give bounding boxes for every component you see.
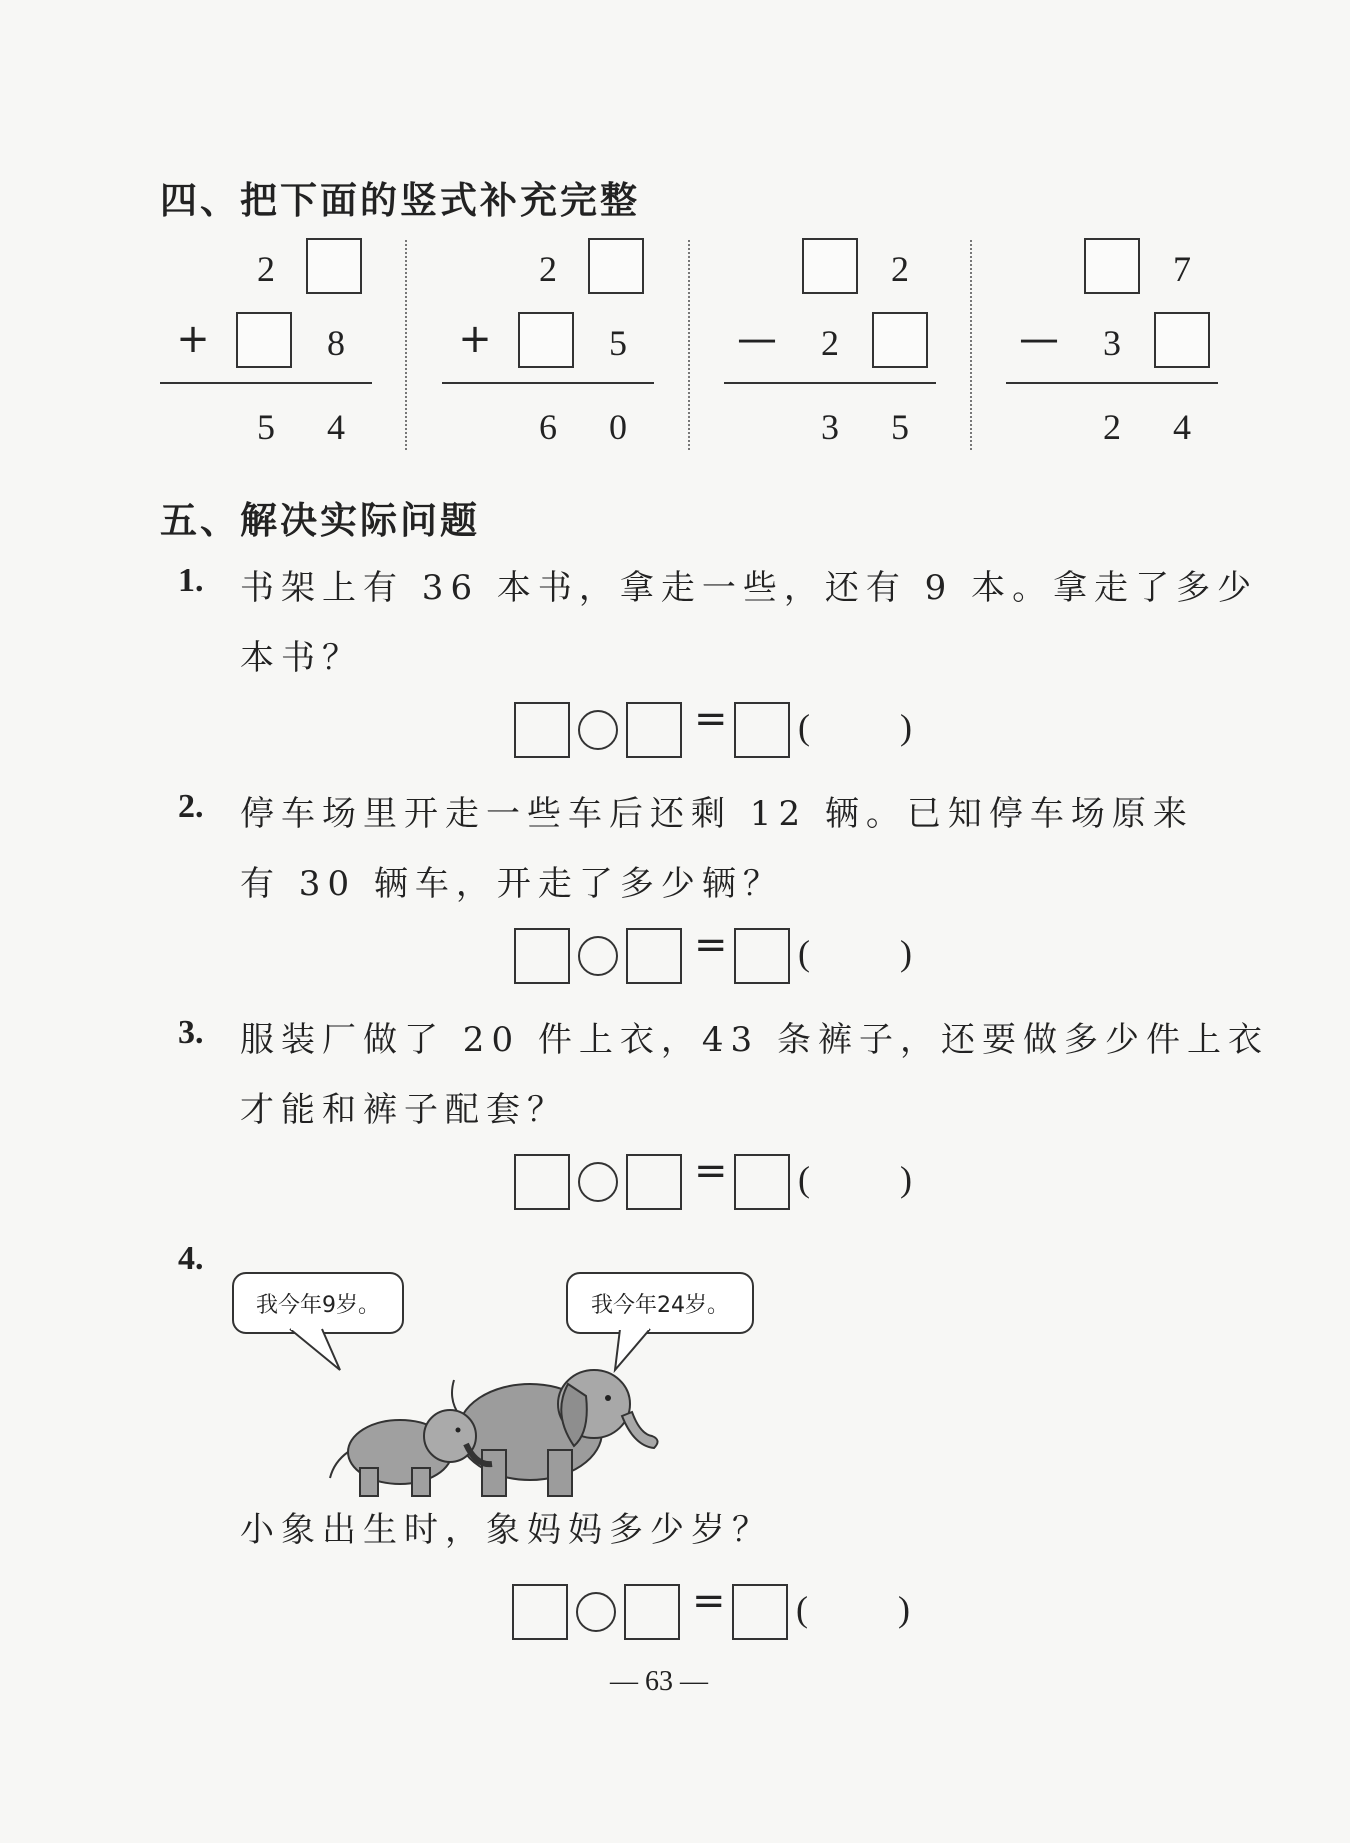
operator-circle[interactable] xyxy=(576,1592,616,1632)
plus-sign: + xyxy=(176,316,210,362)
unit-paren-close: ) xyxy=(900,933,912,973)
question-number: 4. xyxy=(178,1240,204,1277)
answer-box[interactable] xyxy=(624,1584,680,1640)
digit: 3 xyxy=(1103,323,1121,363)
operator-circle[interactable] xyxy=(578,710,618,750)
question-text: 才能和裤子配套？ xyxy=(240,1090,568,1130)
answer-box[interactable] xyxy=(514,702,570,758)
unit-paren-open: ( xyxy=(798,1159,810,1199)
answer-box[interactable] xyxy=(1154,312,1210,368)
answer-box[interactable] xyxy=(236,312,292,368)
digit: 6 xyxy=(539,407,557,447)
answer-box[interactable] xyxy=(626,1154,682,1210)
sum-line xyxy=(160,382,372,384)
digit: 2 xyxy=(539,249,557,289)
answer-box[interactable] xyxy=(626,702,682,758)
unit-paren-close: ) xyxy=(900,1159,912,1199)
minus-sign: — xyxy=(1019,316,1059,362)
answer-box[interactable] xyxy=(734,1154,790,1210)
answer-box[interactable] xyxy=(872,312,928,368)
section-5-title: 五、解决实际问题 xyxy=(160,499,480,542)
minus-sign: — xyxy=(737,316,777,362)
unit-paren-close: ) xyxy=(898,1589,910,1629)
question-text: 服装厂做了 20 件上衣，43 条裤子，还要做多少件上衣 xyxy=(240,1020,1269,1060)
digit: 3 xyxy=(821,407,839,447)
elephants-illustration xyxy=(230,1320,770,1500)
answer-box[interactable] xyxy=(802,238,858,294)
question-text: 有 30 辆车，开走了多少辆？ xyxy=(240,864,784,904)
unit-paren-open: ( xyxy=(798,707,810,747)
equals-sign: = xyxy=(694,922,728,968)
digit: 5 xyxy=(891,407,909,447)
question-text: 书架上有 36 本书，拿走一些，还有 9 本。拿走了多少 xyxy=(240,568,1259,608)
answer-box[interactable] xyxy=(512,1584,568,1640)
sum-line xyxy=(442,382,654,384)
question-text: 停车场里开走一些车后还剩 12 辆。已知停车场原来 xyxy=(240,794,1194,834)
answer-equation xyxy=(514,922,954,988)
digit: 4 xyxy=(327,407,345,447)
answer-box[interactable] xyxy=(588,238,644,294)
digit: 2 xyxy=(821,323,839,363)
digit: 8 xyxy=(327,323,345,363)
equals-sign: = xyxy=(694,696,728,742)
sum-line xyxy=(724,382,936,384)
digit: 2 xyxy=(257,249,275,289)
digit: 5 xyxy=(609,323,627,363)
section-4-title: 四、把下面的竖式补充完整 xyxy=(160,179,640,222)
operator-circle[interactable] xyxy=(578,936,618,976)
divider xyxy=(688,240,690,450)
question-number: 2. xyxy=(178,788,204,825)
answer-box[interactable] xyxy=(306,238,362,294)
operator-circle[interactable] xyxy=(578,1162,618,1202)
digit: 7 xyxy=(1173,249,1191,289)
equals-sign: = xyxy=(692,1578,726,1624)
question-number: 3. xyxy=(178,1014,204,1051)
equals-sign: = xyxy=(694,1148,728,1194)
answer-box[interactable] xyxy=(514,928,570,984)
plus-sign: + xyxy=(458,316,492,362)
answer-box[interactable] xyxy=(734,928,790,984)
answer-box[interactable] xyxy=(1084,238,1140,294)
speech-bubble-right: 我今年24岁。 xyxy=(566,1272,754,1334)
mother-elephant-icon xyxy=(452,1370,658,1496)
divider xyxy=(970,240,972,450)
digit: 5 xyxy=(257,407,275,447)
unit-paren-open: ( xyxy=(796,1589,808,1629)
digit: 2 xyxy=(1103,407,1121,447)
answer-box[interactable] xyxy=(734,702,790,758)
digit: 0 xyxy=(609,407,627,447)
speech-bubble-left: 我今年9岁。 xyxy=(232,1272,404,1334)
answer-box[interactable] xyxy=(626,928,682,984)
unit-paren-open: ( xyxy=(798,933,810,973)
page-number: — 63 — xyxy=(610,1666,708,1697)
answer-equation xyxy=(512,1578,952,1644)
answer-box[interactable] xyxy=(732,1584,788,1640)
answer-equation xyxy=(514,1148,954,1214)
digit: 2 xyxy=(891,249,909,289)
question-text: 小象出生时，象妈妈多少岁？ xyxy=(240,1510,773,1550)
baby-elephant-icon xyxy=(330,1410,492,1496)
sum-line xyxy=(1006,382,1218,384)
answer-box[interactable] xyxy=(518,312,574,368)
question-text: 本书？ xyxy=(240,638,363,678)
unit-paren-close: ) xyxy=(900,707,912,747)
answer-box[interactable] xyxy=(514,1154,570,1210)
answer-equation xyxy=(514,696,954,762)
digit: 4 xyxy=(1173,407,1191,447)
divider xyxy=(405,240,407,450)
question-number: 1. xyxy=(178,562,204,599)
